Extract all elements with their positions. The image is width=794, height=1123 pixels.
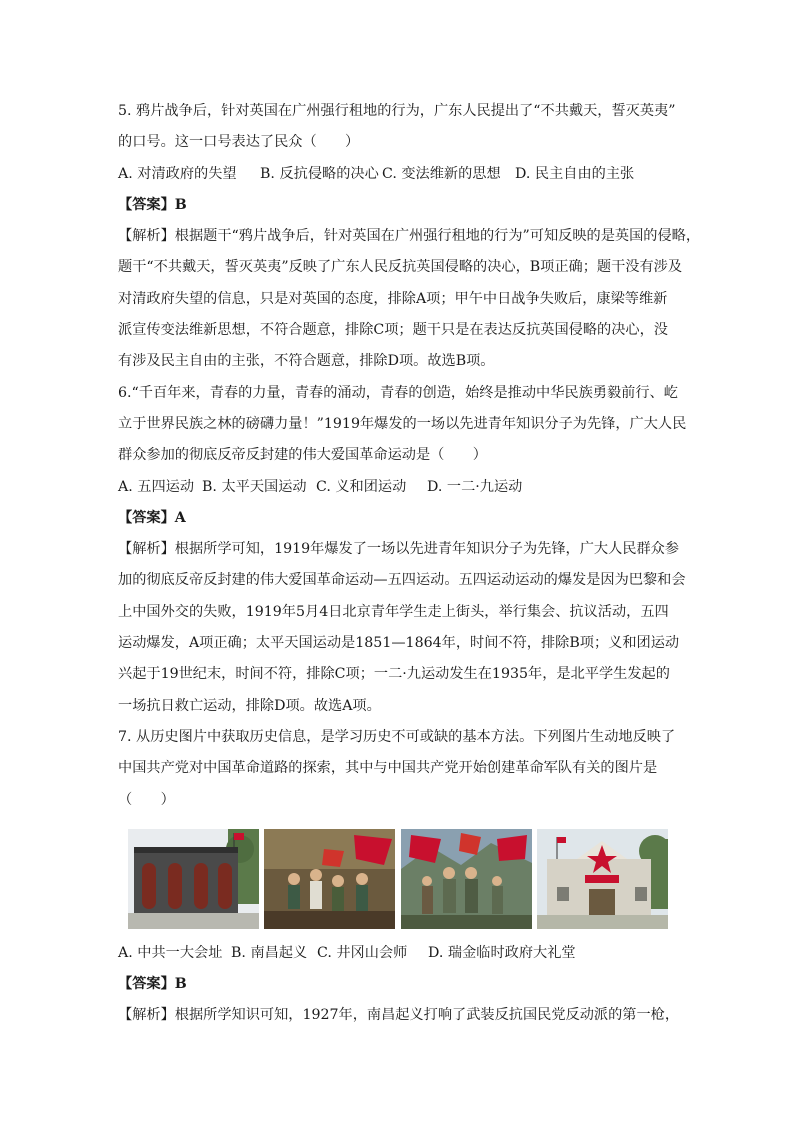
q7-photo-row: [128, 829, 668, 929]
question-7: [118, 722, 678, 1032]
q7-option-d: D. 瑞金临时政府大礼堂: [428, 944, 576, 961]
q6-option-d: D. 一二·九运动: [427, 478, 523, 495]
q7-stem-line-2: 中国共产党对中国革命道路的探索，其中与中国共产党开始创建革命军队有关的图片是: [118, 760, 658, 777]
q6-analysis-line-5: 兴起于19世纪末，时间不符，排除C项；一二·九运动发生在1935年，是北平学生发起的: [118, 666, 670, 683]
photo-jinggangshan-meeting: [401, 829, 532, 929]
photo-nanchang-uprising: [264, 829, 395, 929]
q5-option-c: C. 变法维新的思想: [382, 165, 501, 182]
photo-first-congress-site: [128, 829, 259, 929]
q7-answer: 【答案】B: [118, 976, 187, 993]
ruijin-auditorium-image: [537, 829, 668, 929]
q5-stem-line-2: 的口号。这一口号表达了民众（ ）: [118, 134, 360, 151]
q5-stem-line-1: 5. 鸦片战争后，针对英国在广州强行租地的行为，广东人民提出了“不共戴天，誓灭英夷”: [118, 103, 676, 119]
exam-page: [118, 96, 701, 1032]
jinggangshan-meeting-painting: [401, 829, 532, 929]
q5-option-a: A. 对清政府的失望: [118, 165, 237, 182]
nanchang-uprising-painting: [264, 829, 395, 929]
q5-analysis-line-4: 派宣传变法维新思想，不符合题意，排除C项；题干只是在表达反抗英国侵略的决心，没: [118, 322, 668, 339]
q7-stem-line-3: （ ）: [118, 791, 175, 808]
q6-analysis-line-1: 【解析】根据所学可知，1919年爆发了一场以先进青年知识分子为先锋，广大人民群众参: [118, 541, 680, 558]
q6-analysis-line-2: 加的彻底反帝反封建的伟大爱国革命运动—五四运动。五四运动运动的爆发是因为巴黎和会: [118, 572, 686, 589]
first-congress-building-image: [128, 829, 259, 929]
q5-analysis-line-2: 题干“不共戴天，誓灭英夷”反映了广东人民反抗英国侵略的决心，B项正确；题干没有涉及: [118, 259, 683, 276]
q7-analysis-line-1: 【解析】根据所学知识可知，1927年，南昌起义打响了武装反抗国民党反动派的第一枪，: [118, 1007, 680, 1024]
question-6: [118, 378, 687, 722]
q6-options: [118, 472, 678, 503]
q5-analysis-line-5: 有涉及民主自由的主张，不符合题意，排除D项。故选B项。: [118, 353, 495, 370]
q5-analysis-line-1: 【解析】根据题干“鸦片战争后，针对英国在广州强行租地的行为”可知反映的是英国的侵略，: [118, 228, 701, 245]
q7-options: [118, 938, 678, 969]
q6-option-b: B. 太平天国运动: [202, 478, 307, 495]
q6-analysis-line-6: 一场抗日救亡运动，排除D项。故选A项。: [118, 697, 381, 714]
q7-option-a: A. 中共一大会址: [118, 944, 223, 961]
question-5: [118, 96, 701, 378]
q6-stem-line-3: 群众参加的彻底反帝反封建的伟大爱国革命运动是（ ）: [118, 447, 487, 464]
q6-option-a: A. 五四运动: [118, 478, 195, 495]
q5-analysis-line-3: 对清政府失望的信息，只是对英国的态度，排除A项；甲午中日战争失败后，康梁等维新: [118, 290, 668, 307]
q6-stem-line-2: 立于世界民族之林的磅礴力量！”1919年爆发的一场以先进青年知识分子为先锋，广大人民: [118, 415, 687, 432]
q5-option-b: B. 反抗侵略的决心: [260, 165, 379, 182]
q5-option-d: D. 民主自由的主张: [515, 165, 635, 182]
q6-stem-line-1: 6.“千百年来，青春的力量，青春的涌动，青春的创造，始终是推动中华民族勇毅前行、屹: [118, 384, 678, 401]
q6-analysis-line-3: 上中国外交的失败，1919年5月4日北京青年学生走上街头，举行集会、抗议活动，五四: [118, 603, 669, 620]
q7-option-b: B. 南昌起义: [231, 944, 308, 961]
q5-answer: 【答案】B: [118, 196, 187, 213]
photo-ruijin-auditorium: [537, 829, 668, 929]
q6-option-c: C. 义和团运动: [316, 478, 407, 495]
q6-answer: 【答案】A: [118, 509, 186, 526]
q5-options: [118, 159, 678, 190]
q7-option-c: C. 井冈山会师: [317, 944, 408, 961]
q7-stem-line-1: 7. 从历史图片中获取历史信息，是学习历史不可或缺的基本方法。下列图片生动地反映了: [118, 728, 676, 745]
q6-analysis-line-4: 运动爆发，A项正确；太平天国运动是1851—1864年，时间不符，排除B项；义和团运动: [118, 635, 680, 652]
